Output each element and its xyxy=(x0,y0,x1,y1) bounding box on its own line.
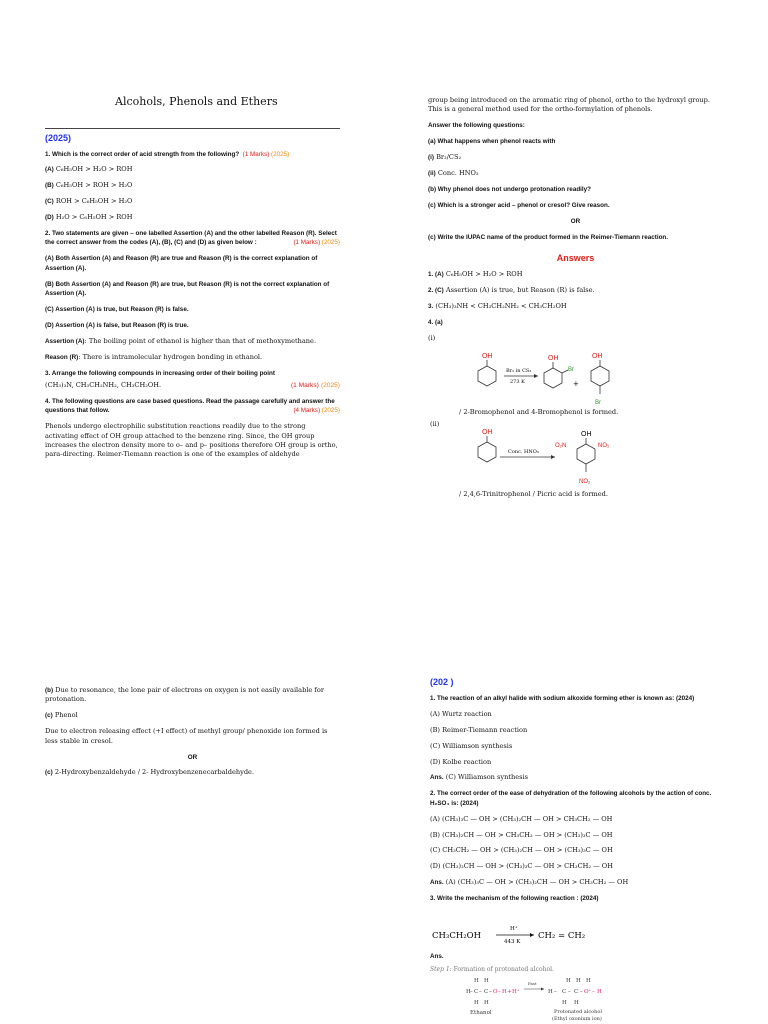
p4-q2-option-b: (B) (CH₃)₂CH — OH > CH₃CH₂ — OH > (CH₃)₃C — OH xyxy=(430,830,613,839)
svg-text:–: – xyxy=(568,989,571,995)
p4-q1: 1. The reaction of an alkyl halide with sodium alkoxide forming ether is known as: (2024) xyxy=(430,694,695,702)
ans2: 2. (C) Assertion (A) is true, but Reason (R) is false. xyxy=(428,285,595,294)
q3-year: (2025) xyxy=(320,381,340,389)
q1-option-a: (A) C₆H₅OH > H₂O > ROH xyxy=(45,165,133,174)
qa-text: (a) What happens when phenol reacts with xyxy=(428,138,556,146)
r1-br1: Br xyxy=(568,367,574,373)
ans-c: (c) Phenol xyxy=(45,711,78,720)
q4-text: 4. The following questions are case based questions. Read the passage carefully and answer the questions that follow. (4 Marks) (2025) xyxy=(45,397,340,415)
r1-condition: 273 K xyxy=(510,379,525,385)
svg-text:–: – xyxy=(470,989,473,995)
answer-following: Answer the following questions: xyxy=(428,122,525,130)
page3-content xyxy=(45,686,340,784)
step1: Step 1: Formation of protonated alcohol. xyxy=(430,966,554,973)
r1-benzene3 xyxy=(591,366,609,386)
q4-marks: (4 Marks) xyxy=(293,407,321,415)
protonated-label: Protonated alcohol xyxy=(554,1009,602,1015)
qa-ii: (ii) Conc. HNO₃ xyxy=(428,169,479,178)
reaction-bottom: 443 K xyxy=(504,939,521,945)
fast-label: Fast xyxy=(528,981,537,986)
r1-oh1: OH xyxy=(482,353,493,360)
p4-q2-option-c: (C) CH₃CH₂ — OH > (CH₃)₂CH — OH > (CH₃)₃C — OH xyxy=(430,846,613,855)
svg-text:H: H xyxy=(466,989,471,995)
p4-q2-option-d: (D) (CH₃)₂CH — OH > (CH₃)₃C — OH > CH₃CH₂ — OH xyxy=(430,862,613,871)
svg-text:H⁺: H⁺ xyxy=(512,989,520,995)
qb-text: (b) Why phenol does not undergo protonation readily? xyxy=(428,185,592,193)
svg-text:C: C xyxy=(574,989,579,995)
svg-text:H: H xyxy=(574,1000,579,1006)
p4-q2-answer: Ans. (A) (CH₃)₃C — OH > (CH₃)₂CH — OH > CH₃CH₂ — OH xyxy=(430,878,629,887)
protonated-label-2: (Ethyl oxonium ion) xyxy=(552,1016,602,1021)
bromination-reaction-diagram xyxy=(460,350,640,410)
q4-year: (2025) xyxy=(321,407,340,415)
p4-q1-option-a: (A) Wurtz reaction xyxy=(430,709,492,718)
mechanism-step1 xyxy=(462,975,642,1021)
q2-marks: (1 Marks) xyxy=(293,239,321,247)
page1-content xyxy=(45,134,340,460)
q1-text xyxy=(45,150,340,159)
answers-heading: Answers xyxy=(556,253,595,264)
r2-no2-right: NO₂ xyxy=(598,443,610,449)
svg-text:H: H xyxy=(484,1000,489,1006)
title-divider xyxy=(45,128,340,129)
svg-text:H: H xyxy=(484,978,489,984)
r1-plus: + xyxy=(573,380,579,388)
r1-oh3: OH xyxy=(592,353,603,360)
q2-option-a: (A) Both Assertion (A) and Reason (R) are true and Reason (R) is the correct explanation of Assertion (A). xyxy=(45,255,318,272)
caption2: / 2,4,6-Trinitrophenol / Picric acid is formed. xyxy=(459,490,608,498)
svg-text:–: – xyxy=(554,989,557,995)
svg-text:–: – xyxy=(498,989,501,995)
svg-text:O⁺: O⁺ xyxy=(584,989,592,995)
p4-q1-option-b: (B) Reimer-Tiemann reaction xyxy=(430,725,528,734)
caption1: / 2-Bromophenol and 4-Bromophenol is formed. xyxy=(459,408,619,416)
year-heading: (2025) xyxy=(45,133,72,143)
q1-marks: (1 Marks) xyxy=(242,150,270,158)
r1-benzene2 xyxy=(544,368,562,388)
r1-oh2: OH xyxy=(548,355,559,362)
r2-no2-bottom: NO₂ xyxy=(579,479,591,485)
q4-passage: Phenols undergo electrophilic substitution reactions readily due to the strong activating effect of OH group attached to the benzene ring. Since, the OH group increases the electron density more to o– and p– positions therefore OH group is ortho, para-directing. Reimer-Tiemann reaction is one of the examples of aldehyde xyxy=(45,422,338,459)
p4-q2: 2. The correct order of the ease of dehydration of the following alcohols by the action of conc. H₂SO₄ is: (2024) xyxy=(430,790,712,807)
svg-text:C: C xyxy=(562,989,567,995)
q2-text: 2. Two statements are given – one labelled Assertion (A) and the other labelled Reason (R). Select the correct answer from the codes (A), (B), (C) and (D) as given below : (1 Marks) (2025) xyxy=(45,229,340,247)
svg-text:–: – xyxy=(580,989,583,995)
qc-alt-text: (c) Write the IUPAC name of the product formed in the Reimer-Tiemann reaction. xyxy=(428,233,669,241)
svg-text:+: + xyxy=(507,989,512,995)
or-label-2: OR xyxy=(187,753,198,761)
ethanol-label: Ethanol xyxy=(470,1010,492,1016)
p4-q1-option-c: (C) Williamson synthesis xyxy=(430,741,513,750)
q3-compounds: (CH₃)₃N, CH₃CH₂NH₂, CH₃CH₂OH. (1 Marks) (2025) xyxy=(45,380,340,389)
ans4-i: (i) xyxy=(428,333,436,342)
page-title: Alcohols, Phenols and Ethers xyxy=(115,95,278,108)
dehydration-reaction xyxy=(430,922,630,946)
ans-c-reason: Due to electron releasing effect (+I effect) of methyl group/ phenoxide ion formed is less stable in cresol. xyxy=(45,727,328,745)
q1-year: (2025) xyxy=(271,150,290,158)
r2-benzene2 xyxy=(577,444,595,464)
r2-benzene1 xyxy=(478,442,496,462)
page4-content xyxy=(430,678,725,910)
q1-option-d: (D) H₂O > C₆H₅OH > ROH xyxy=(45,213,133,222)
svg-text:–: – xyxy=(592,989,595,995)
q1-option-c: (C) ROH > C₆H₅OH > H₂O xyxy=(45,197,133,206)
svg-text:H: H xyxy=(548,989,553,995)
q2-option-c: (C) Assertion (A) is true, but Reason (R) is false. xyxy=(45,305,189,313)
svg-text:H: H xyxy=(597,989,602,995)
reaction-right: CH₂ = CH₂ xyxy=(538,931,586,941)
svg-text:C: C xyxy=(474,989,479,995)
qa-i: (i) Br₂/CS₂ xyxy=(428,153,462,162)
r2-oh2: OH xyxy=(581,431,592,438)
q2-assertion: Assertion (A): The boiling point of ethanol is higher than that of methoxymethane. xyxy=(45,336,317,345)
nitration-reaction-diagram xyxy=(460,425,630,490)
qc-text: (c) Which is a stronger acid – phenol or cresol? Give reason. xyxy=(428,201,610,209)
r2-reagent: Conc. HNO₃ xyxy=(508,449,539,455)
q1-question: 1. Which is the correct order of acid strength from the following? xyxy=(45,150,240,158)
svg-text:H: H xyxy=(566,978,571,984)
p4-q2-option-a: (A) (CH₃)₃C — OH > (CH₃)₂CH — OH > CH₃CH₂ — OH xyxy=(430,814,613,823)
q2-year: (2025) xyxy=(321,239,340,247)
svg-text:H: H xyxy=(586,978,591,984)
svg-text:O: O xyxy=(493,989,498,995)
passage-continued: group being introduced on the aromatic ring of phenol, ortho to the hydroxyl group. This is a general method used for the ortho-formylation of phenols. xyxy=(428,96,710,114)
svg-text:H: H xyxy=(562,1000,567,1006)
reaction-top: H⁺ xyxy=(510,926,518,932)
reaction-left: CH₃CH₂OH xyxy=(432,931,482,941)
q2-reason: Reason (R): There is intramolecular hydrogen bonding in ethanol. xyxy=(45,352,263,361)
ans3: 3. (CH₃)₃NH < CH₃CH₂NH₂ < CH₃CH₂OH xyxy=(428,301,567,310)
ans4-ii: (ii) xyxy=(430,420,440,428)
q1-option-b: (B) C₆H₅OH > ROH > H₂O xyxy=(45,181,133,190)
svg-text:H: H xyxy=(576,978,581,984)
q3-marks: (1 Marks) xyxy=(290,381,319,389)
svg-text:–: – xyxy=(489,989,492,995)
or-label: OR xyxy=(570,217,581,225)
p4-q3-answer-label: Ans. xyxy=(430,953,444,960)
ans4-label: 4. (a) xyxy=(428,318,443,326)
r1-br2: Br xyxy=(595,400,601,406)
ans-c-alt: (c) 2-Hydroxybenzaldehyde / 2- Hydroxybenzenecarbaldehyde. xyxy=(45,768,255,777)
svg-text:H: H xyxy=(474,1000,479,1006)
q3-text: 3. Arrange the following compounds in increasing order of their boiling point xyxy=(45,369,275,377)
r1-benzene1 xyxy=(478,366,496,386)
r2-oh1: OH xyxy=(482,429,493,436)
svg-text:C: C xyxy=(484,989,489,995)
svg-text:H: H xyxy=(474,978,479,984)
r2-no2-left: O₂N xyxy=(555,443,567,449)
q2-option-d: (D) Assertion (A) is false, but Reason (R) is true. xyxy=(45,321,189,329)
ans1: 1. (A) C₆H₅OH > H₂O > ROH xyxy=(428,269,523,278)
r1-reagent: Br₂ in CS₂ xyxy=(506,368,532,374)
year-heading-2: (202 ) xyxy=(430,677,454,687)
p4-q1-option-d: (D) Kolbe reaction xyxy=(430,757,492,766)
page2-content xyxy=(428,96,723,343)
ans-b: (b) Due to resonance, the lone pair of electrons on oxygen is not easily available for protonation. xyxy=(45,686,324,704)
p4-q1-answer: Ans. (C) Williamson synthesis xyxy=(430,773,529,782)
p4-q3: 3. Write the mechanism of the following reaction : (2024) xyxy=(430,895,599,903)
q2-option-b: (B) Both Assertion (A) and Reason (R) are true, but Reason (R) is not the correct explanation of Assertion (A). xyxy=(45,280,330,297)
svg-text:H: H xyxy=(502,989,507,995)
svg-text:–: – xyxy=(479,989,482,995)
